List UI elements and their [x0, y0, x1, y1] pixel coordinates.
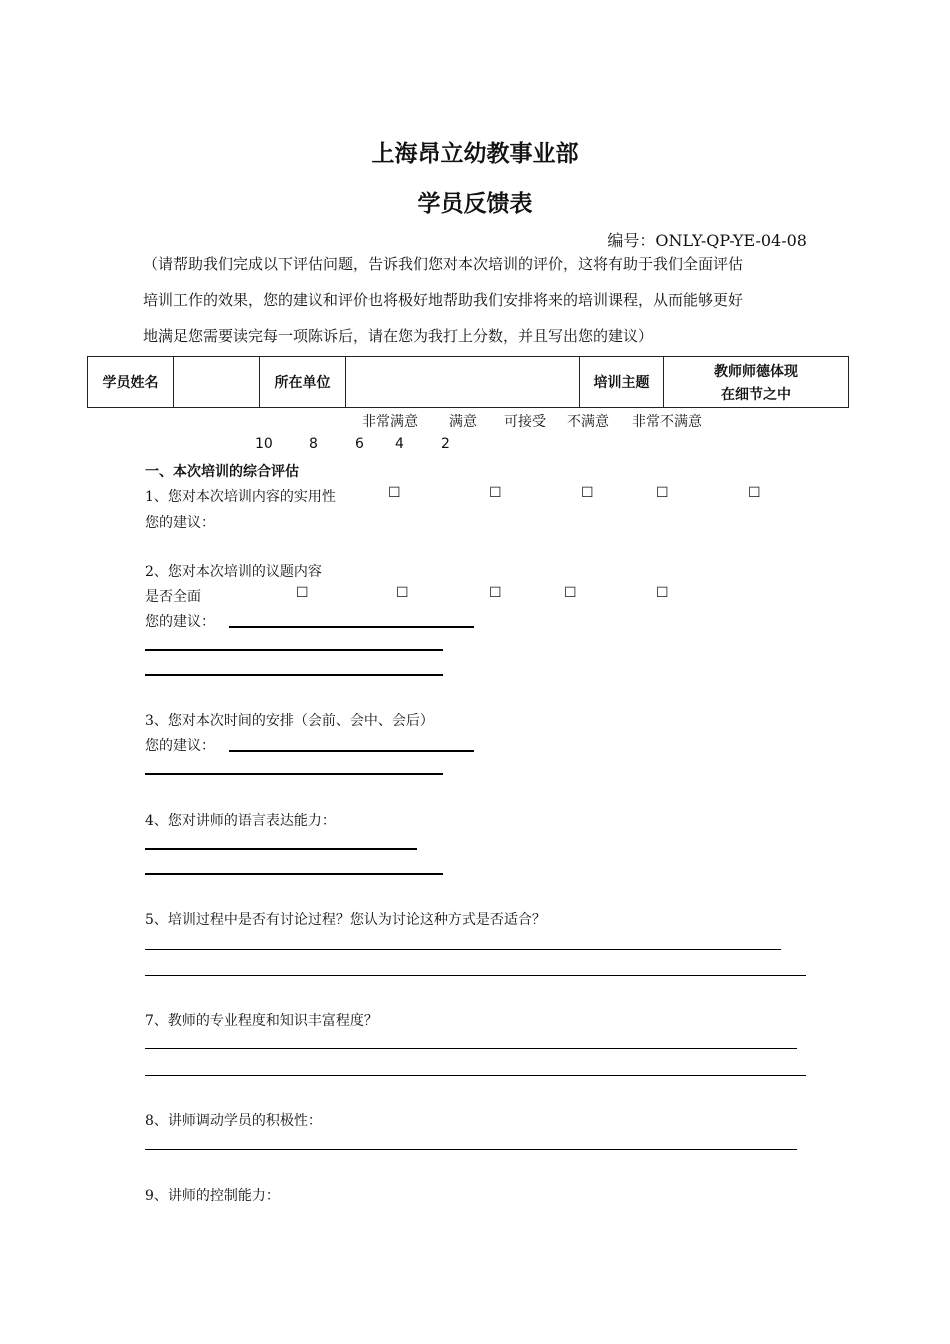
- question-5: 5、培训过程中是否有讨论过程？您认为讨论这种方式是否适合？: [145, 912, 546, 928]
- scale-label-dissatisfied: 不满意: [567, 414, 609, 430]
- name-label: 学员姓名: [88, 357, 174, 408]
- q3-suggestion-line-1[interactable]: [229, 750, 474, 752]
- q1-checkbox-8[interactable]: ☐: [489, 485, 502, 501]
- unit-field[interactable]: [346, 357, 580, 408]
- q2-suggestion-line-3[interactable]: [145, 674, 443, 676]
- question-3: 3、您对本次时间的安排（会前、会中、会后）: [145, 713, 434, 729]
- question-7: 7、教师的专业程度和知识丰富程度？: [145, 1013, 378, 1029]
- q2-checkbox-2[interactable]: ☐: [656, 585, 669, 601]
- q2-suggestion-label: 您的建议：: [145, 614, 215, 630]
- topic-value-line-2: 在细节之中: [721, 386, 791, 403]
- q7-answer-line-1[interactable]: [145, 1048, 797, 1049]
- q4-answer-line-1[interactable]: [145, 848, 417, 850]
- intro-line-3: 地满足您需要读完每一项陈诉后，请在您为我打上分数，并且写出您的建议）: [143, 327, 654, 345]
- topic-label: 培训主题: [580, 357, 664, 408]
- unit-label: 所在单位: [260, 357, 346, 408]
- scale-label-satisfied: 满意: [449, 414, 477, 430]
- q5-answer-line-2[interactable]: [145, 975, 806, 976]
- scale-label-very-satisfied: 非常满意: [362, 414, 418, 430]
- q1-suggestion-label: 您的建议：: [145, 515, 215, 531]
- scale-score-4: 4: [395, 436, 404, 452]
- intro-line-1: （请帮助我们完成以下评估问题，告诉我们您对本次培训的评价，这将有助于我们全面评估: [143, 255, 744, 273]
- scale-label-very-dissatisfied: 非常不满意: [632, 414, 702, 430]
- form-code: 编号：ONLY-QP-YE-04-08: [607, 231, 807, 250]
- name-field[interactable]: [174, 357, 260, 408]
- q1-checkbox-2[interactable]: ☐: [748, 485, 761, 501]
- scale-score-10: 10: [255, 436, 273, 452]
- scale-label-acceptable: 可接受: [504, 414, 546, 430]
- scale-score-6: 6: [355, 436, 364, 452]
- q7-answer-line-2[interactable]: [145, 1075, 806, 1076]
- org-title: 上海昂立幼教事业部: [371, 141, 579, 167]
- scale-score-8: 8: [309, 436, 318, 452]
- section-1-heading: 一、本次培训的综合评估: [145, 464, 299, 480]
- q1-checkbox-4[interactable]: ☐: [656, 485, 669, 501]
- q8-answer-line-1[interactable]: [145, 1149, 797, 1150]
- scale-score-2: 2: [441, 436, 450, 452]
- q5-answer-line-1[interactable]: [145, 949, 781, 950]
- q2-suggestion-line-2[interactable]: [145, 649, 443, 651]
- question-8: 8、讲师调动学员的积极性：: [145, 1113, 322, 1129]
- question-2-line-1: 2、您对本次培训的议题内容: [145, 564, 322, 580]
- question-9: 9、讲师的控制能力：: [145, 1188, 280, 1204]
- q1-checkbox-6[interactable]: ☐: [581, 485, 594, 501]
- question-1: 1、您对本次培训内容的实用性: [145, 489, 336, 505]
- q4-answer-line-2[interactable]: [145, 873, 443, 875]
- question-2-line-2: 是否全面: [145, 589, 201, 605]
- q3-suggestion-line-2[interactable]: [145, 773, 443, 775]
- topic-value-line-1: 教师师德体现: [714, 363, 798, 380]
- intro-line-2: 培训工作的效果，您的建议和评价也将极好地帮助我们安排将来的培训课程，从而能够更好: [143, 291, 744, 309]
- q2-checkbox-6[interactable]: ☐: [489, 585, 502, 601]
- q2-checkbox-8[interactable]: ☐: [396, 585, 409, 601]
- topic-value: [664, 357, 849, 408]
- q2-suggestion-line-1[interactable]: [229, 626, 474, 628]
- q1-checkbox-10[interactable]: ☐: [388, 485, 401, 501]
- q3-suggestion-label: 您的建议：: [145, 738, 215, 754]
- question-4: 4、您对讲师的语言表达能力：: [145, 813, 336, 829]
- form-title: 学员反馈表: [417, 191, 533, 217]
- info-table: [87, 356, 849, 408]
- q2-checkbox-4[interactable]: ☐: [564, 585, 577, 601]
- q2-checkbox-10[interactable]: ☐: [296, 585, 309, 601]
